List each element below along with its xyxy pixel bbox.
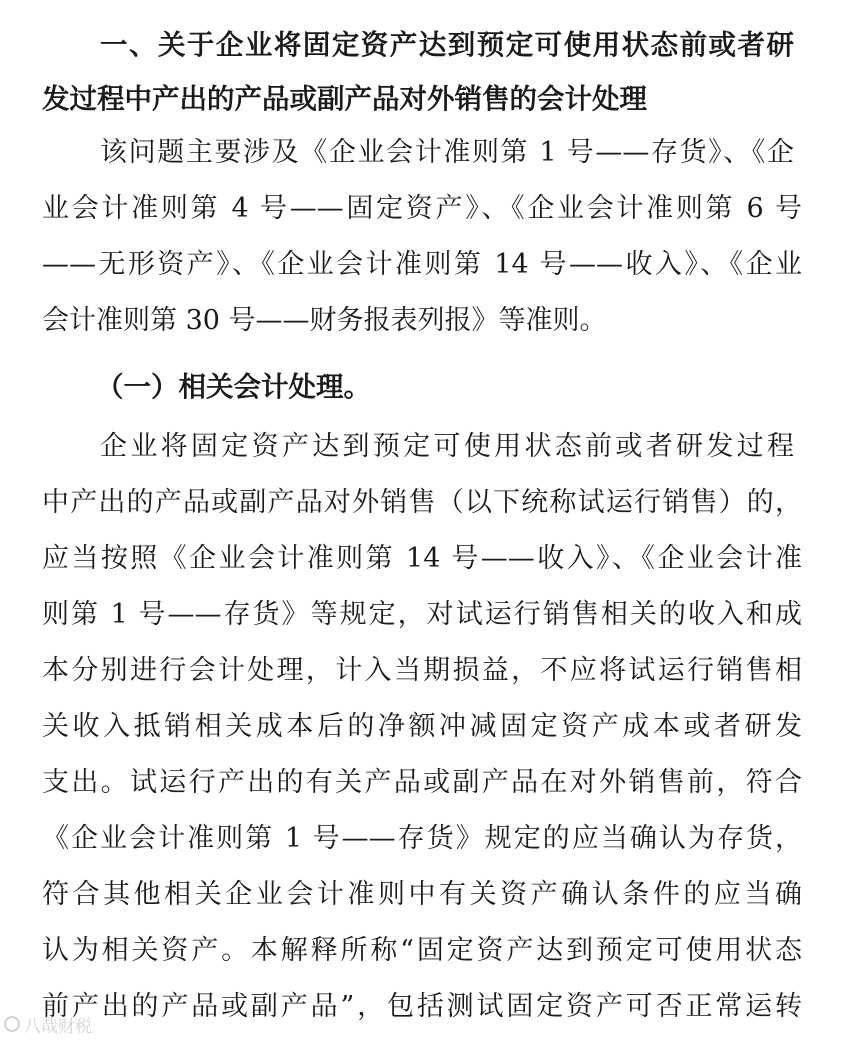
body-paragraph-line-8: 《企业会计准则第 1 号——存货》规定的应当确认为存货，	[42, 823, 802, 854]
intro-paragraph-line-4: 会计准则第 30 号——财务报表列报》等准则。	[42, 305, 607, 336]
body-paragraph-line-9: 符合其他相关企业会计准则中有关资产确认条件的应当确	[42, 879, 802, 910]
body-paragraph-line-2: 中产出的产品或副产品对外销售（以下统称试运行销售）的，	[42, 487, 802, 518]
intro-paragraph-line-3: ——无形资产》、《企业会计准则第 14 号——收入》、《企业	[42, 249, 802, 280]
intro-paragraph-line-2: 业会计准则第 4 号——固定资产》、《企业会计准则第 6 号	[42, 193, 802, 224]
body-paragraph-line-3: 应当按照《企业会计准则第 14 号——收入》、《企业会计准	[42, 543, 802, 574]
watermark-text: 八哉财税	[24, 1016, 92, 1037]
intro-paragraph-line-1: 该问题主要涉及《企业会计准则第 1 号——存货》、《企	[100, 137, 794, 168]
body-paragraph-line-10: 认为相关资产。本解释所称“固定资产达到预定可使用状态	[42, 935, 802, 966]
body-paragraph-line-7: 支出。试运行产出的有关产品或副产品在对外销售前，符合	[42, 767, 802, 798]
section-heading-line-2: 发过程中产出的产品或副产品对外销售的会计处理	[42, 83, 647, 115]
watermark-logo-icon	[4, 1016, 20, 1032]
body-paragraph-line-4: 则第 1 号——存货》等规定，对试运行销售相关的收入和成	[42, 599, 802, 630]
body-paragraph-line-5: 本分别进行会计处理，计入当期损益，不应将试运行销售相	[42, 655, 802, 686]
subsection-heading: （一）相关会计处理。	[96, 371, 371, 403]
section-heading-line-1: 一、关于企业将固定资产达到预定可使用状态前或者研	[100, 29, 794, 61]
watermark	[4, 1012, 92, 1036]
body-paragraph-line-6: 关收入抵销相关成本后的净额冲减固定资产成本或者研发	[42, 711, 802, 742]
body-paragraph-line-1: 企业将固定资产达到预定可使用状态前或者研发过程	[100, 431, 794, 462]
body-paragraph-line-11: 前产出的产品或副产品”，包括测试固定资产可否正常运转	[42, 991, 802, 1022]
